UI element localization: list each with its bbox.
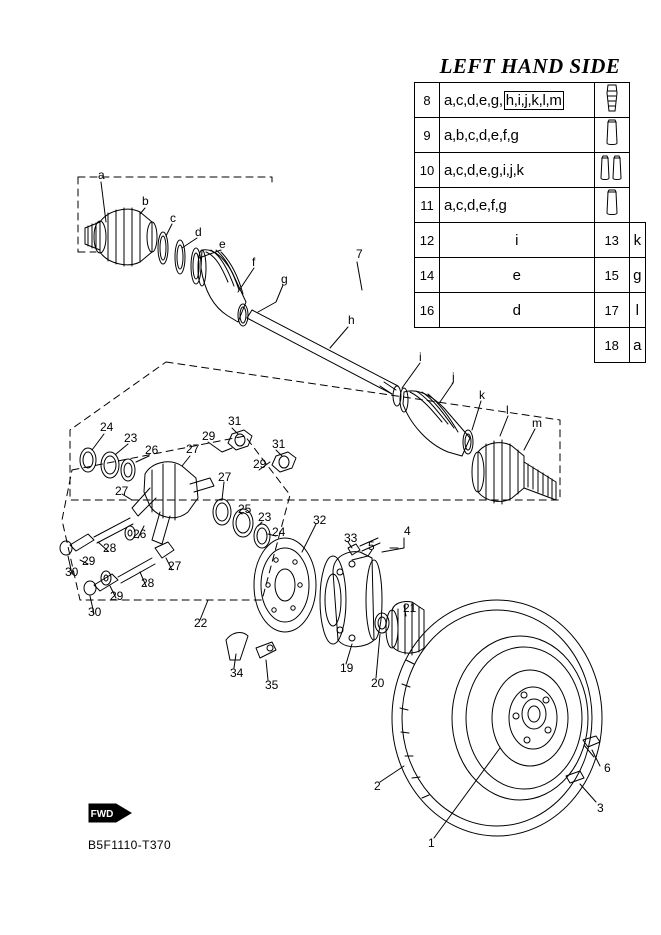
pair-number-left: 16 — [415, 293, 440, 328]
callout-letter: b — [142, 194, 149, 208]
row-glyph-double — [594, 153, 629, 188]
part-number-label: B5F1110-T370 — [88, 838, 172, 852]
callout-letter: f — [252, 255, 256, 269]
table-row — [415, 188, 646, 223]
callout-number: 31 — [272, 437, 286, 451]
row-glyph-tube — [594, 118, 629, 153]
callout-letter: l — [506, 403, 509, 417]
pair-letter-left — [440, 328, 595, 363]
double-tube-icon — [600, 154, 624, 182]
pair-letter-right: l — [629, 293, 645, 328]
callout-letter: j — [452, 370, 455, 384]
callout-number: 34 — [230, 666, 244, 680]
callout-number: 27 — [168, 559, 182, 573]
callout-number: 23 — [124, 431, 138, 445]
table-row — [415, 83, 646, 118]
callout-number: 27 — [115, 484, 129, 498]
row-glyph-tube — [594, 188, 629, 223]
callout-number: 3 — [597, 801, 604, 815]
row-codes — [440, 83, 595, 118]
callout-number: 28 — [103, 541, 117, 555]
callout-number: 24 — [100, 420, 114, 434]
pair-letter-right: g — [629, 258, 645, 293]
pair-letter-right: k — [629, 223, 645, 258]
callout-letter: h — [348, 313, 355, 327]
row-number: 8 — [415, 83, 440, 118]
callout-letter: c — [170, 211, 176, 225]
callout-number: 30 — [65, 565, 79, 579]
callout-letter: m — [532, 416, 542, 430]
fwd-arrow-icon — [88, 798, 132, 828]
callout-number: 33 — [344, 531, 358, 545]
callout-number: 20 — [371, 676, 385, 690]
row-number: 9 — [415, 118, 440, 153]
callout-letter: i — [419, 350, 422, 364]
callout-letter: k — [479, 388, 485, 402]
fwd-marker — [88, 798, 132, 828]
table-row — [415, 328, 646, 363]
pair-letter-right: a — [629, 328, 645, 363]
callout-letter: a — [98, 168, 105, 182]
pair-letter-left: i — [440, 223, 595, 258]
pair-number-left: 12 — [415, 223, 440, 258]
callout-number: 30 — [88, 605, 102, 619]
callout-number: 2 — [374, 779, 381, 793]
svg-text:FWD: FWD — [90, 809, 114, 820]
callout-number: 32 — [313, 513, 327, 527]
grease-tube-icon — [604, 119, 620, 147]
table-title: LEFT HAND SIDE — [439, 54, 621, 78]
table-row — [415, 293, 646, 328]
row-codes: a,b,c,d,e,f,g — [440, 118, 595, 153]
callout-number: 27 — [186, 442, 200, 456]
callout-number: 29 — [253, 457, 267, 471]
callout-number: 25 — [238, 502, 252, 516]
pair-number-right: 17 — [594, 293, 629, 328]
callout-number: 26 — [133, 527, 147, 541]
row-codes-part2: h,i,j,k,l,m — [505, 91, 562, 109]
callout-number: 6 — [604, 761, 611, 775]
pair-letter-left: d — [440, 293, 595, 328]
table-row — [415, 153, 646, 188]
pair-number-right: 15 — [594, 258, 629, 293]
callout-number: 24 — [272, 525, 286, 539]
callout-number: 35 — [265, 678, 279, 692]
grease-tube-icon — [604, 189, 620, 217]
table-row — [415, 223, 646, 258]
callout-number: 29 — [202, 429, 216, 443]
callout-number: 29 — [82, 554, 96, 568]
row-number: 10 — [415, 153, 440, 188]
callout-number: 28 — [141, 576, 155, 590]
callout-number: 23 — [258, 510, 272, 524]
table-row — [415, 258, 646, 293]
parts-code-table — [414, 82, 646, 363]
pair-number-right: 18 — [594, 328, 629, 363]
callout-letter: e — [219, 237, 226, 251]
callout-number: 19 — [340, 661, 354, 675]
row-glyph-boot — [594, 83, 629, 118]
table-row — [415, 118, 646, 153]
row-codes-part1: a,c,d,e,g, — [444, 91, 503, 109]
pair-number-right: 13 — [594, 223, 629, 258]
callout-letter: d — [195, 225, 202, 239]
callout-number: 29 — [110, 589, 124, 603]
callout-number: 22 — [194, 616, 208, 630]
pair-letter-left: e — [440, 258, 595, 293]
callout-number: 7 — [356, 247, 363, 261]
callout-letter: g — [281, 272, 288, 286]
row-number: 11 — [415, 188, 440, 223]
callout-number: 27 — [218, 470, 232, 484]
callout-number: 1 — [428, 836, 435, 850]
callout-number: 21 — [403, 601, 417, 615]
callout-number: 31 — [228, 414, 242, 428]
boot-icon — [602, 83, 622, 113]
callout-number: 4 — [404, 524, 411, 538]
row-codes: a,c,d,e,g,i,j,k — [440, 153, 595, 188]
callout-number: 5 — [368, 539, 375, 553]
row-codes: a,c,d,e,f,g — [440, 188, 595, 223]
pair-number-left: 14 — [415, 258, 440, 293]
callout-number: 26 — [145, 443, 159, 457]
